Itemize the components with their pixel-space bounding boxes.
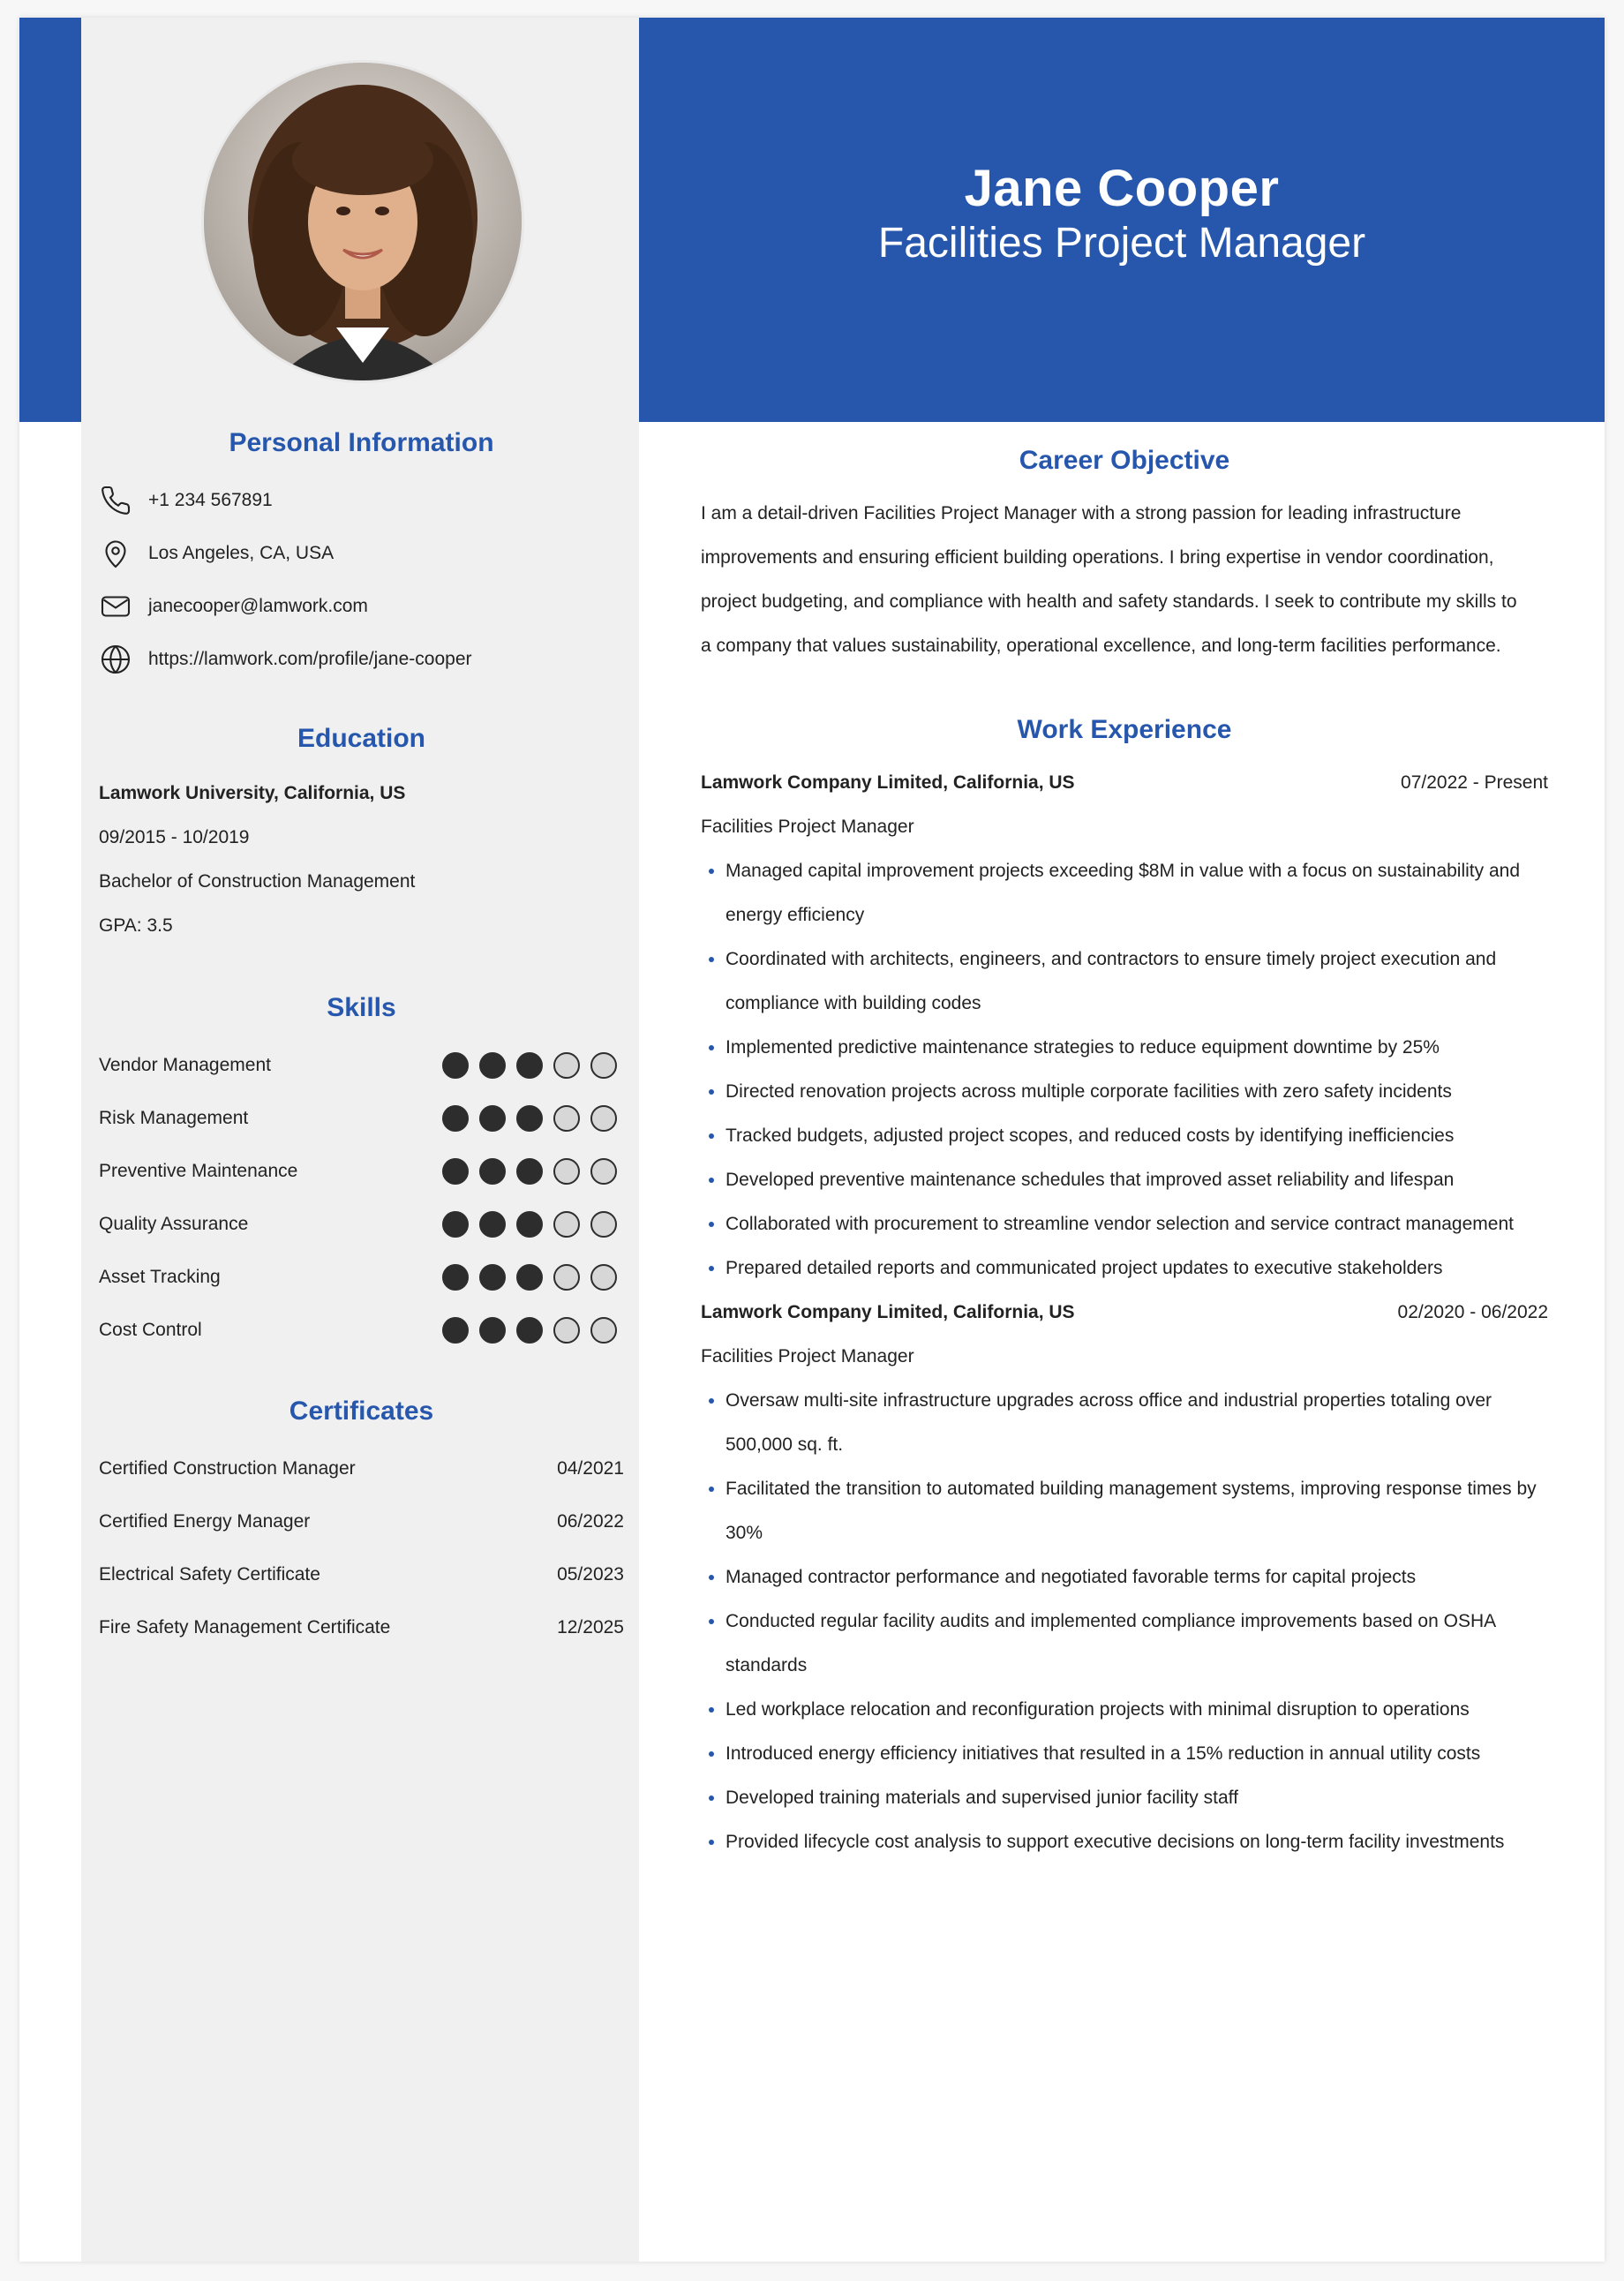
work-experience-section <box>701 715 1548 1864</box>
certificate-date: 06/2022 <box>557 1511 624 1532</box>
job-header <box>701 1291 1548 1335</box>
certificates-title: Certificates <box>289 1396 434 1426</box>
skill-rating <box>442 1317 617 1344</box>
job-bullet: • Introduced energy efficiency initiatives that resulted in a 15% reduction in annual utility costs <box>726 1732 1548 1776</box>
job-bullet-list <box>701 1379 1548 1864</box>
certificate-row <box>99 1548 624 1601</box>
certificate-date: 12/2025 <box>557 1617 624 1637</box>
certificate-row <box>99 1442 624 1495</box>
globe-icon <box>99 643 132 676</box>
career-objective-section <box>701 446 1548 668</box>
rating-dot-filled <box>516 1211 543 1238</box>
rating-dot-empty <box>553 1158 580 1185</box>
envelope-icon <box>99 590 132 623</box>
left-accent-band <box>19 18 81 422</box>
rating-dot-filled <box>442 1052 469 1079</box>
skill-name: Cost Control <box>99 1320 202 1340</box>
rating-dot-filled <box>516 1105 543 1132</box>
certificate-date: 04/2021 <box>557 1458 624 1479</box>
rating-dot-filled <box>516 1158 543 1185</box>
job-bullet-list <box>701 849 1548 1291</box>
rating-dot-empty <box>590 1317 617 1344</box>
skill-rating <box>442 1105 617 1132</box>
resume-page <box>19 18 1605 2262</box>
work-experience-title: Work Experience <box>1017 715 1232 744</box>
job-bullet: • Developed training materials and supervised junior facility staff <box>726 1776 1548 1820</box>
rating-dot-empty <box>590 1264 617 1291</box>
rating-dot-empty <box>590 1105 617 1132</box>
rating-dot-empty <box>553 1052 580 1079</box>
rating-dot-empty <box>553 1317 580 1344</box>
certificate-row <box>99 1601 624 1654</box>
job-bullet: • Provided lifecycle cost analysis to support executive decisions on long-term facility investments <box>726 1820 1548 1864</box>
education-dates: 09/2015 - 10/2019 <box>99 827 250 847</box>
location-pin-icon <box>99 537 132 570</box>
skill-row <box>99 1092 624 1145</box>
rating-dot-empty <box>590 1158 617 1185</box>
rating-dot-empty <box>590 1052 617 1079</box>
phone-text: +1 234 567891 <box>148 490 273 510</box>
avatar <box>201 60 524 383</box>
certificate-row <box>99 1495 624 1548</box>
certificate-name: Electrical Safety Certificate <box>99 1564 320 1585</box>
rating-dot-empty <box>553 1264 580 1291</box>
rating-dot-filled <box>442 1211 469 1238</box>
job-dates: 07/2022 - Present <box>1401 772 1548 793</box>
phone-icon <box>99 484 132 517</box>
skill-name: Preventive Maintenance <box>99 1161 298 1181</box>
objective-line: project budgeting, and compliance with health and safety standards. I seek to contribute my skills to <box>701 591 1517 612</box>
skill-rating <box>442 1211 617 1238</box>
rating-dot-empty <box>553 1211 580 1238</box>
contact-website <box>99 633 624 686</box>
certificate-name: Certified Energy Manager <box>99 1511 311 1532</box>
skill-name: Quality Assurance <box>99 1214 249 1234</box>
personal-info-title: Personal Information <box>229 428 494 457</box>
skills-title: Skills <box>327 993 396 1022</box>
skill-row <box>99 1145 624 1198</box>
email-link[interactable]: janecooper@lamwork.com <box>148 596 368 616</box>
skill-row <box>99 1251 624 1304</box>
job-header <box>701 761 1548 805</box>
job-company: Lamwork Company Limited, California, US <box>701 772 1075 793</box>
job-bullet: • Tracked budgets, adjusted project scopes, and reduced costs by identifying inefficiencies <box>726 1114 1548 1158</box>
certificate-name: Fire Safety Management Certificate <box>99 1617 391 1637</box>
rating-dot-empty <box>553 1105 580 1132</box>
resume-header <box>639 18 1605 422</box>
education-school: Lamwork University, California, US <box>99 783 406 803</box>
contact-email <box>99 580 624 633</box>
certificate-date: 05/2023 <box>557 1564 624 1585</box>
skill-row <box>99 1198 624 1251</box>
rating-dot-filled <box>479 1264 506 1291</box>
education-gpa: GPA: 3.5 <box>99 915 173 936</box>
education-title: Education <box>297 724 425 753</box>
certificates-list <box>99 1442 624 1654</box>
job-position: Facilities Project Manager <box>701 1346 914 1366</box>
skill-row <box>99 1039 624 1092</box>
location-text: Los Angeles, CA, USA <box>148 543 335 563</box>
skill-rating <box>442 1158 617 1185</box>
job-bullet: • Developed preventive maintenance schedules that improved asset reliability and lifespan <box>726 1158 1548 1202</box>
rating-dot-filled <box>442 1317 469 1344</box>
rating-dot-filled <box>442 1158 469 1185</box>
rating-dot-filled <box>442 1105 469 1132</box>
job-bullet: • Prepared detailed reports and communicated project updates to executive stakeholders <box>726 1246 1548 1291</box>
job-bullet: • Led workplace relocation and reconfiguration projects with minimal disruption to operations <box>726 1688 1548 1732</box>
job-bullet: • Directed renovation projects across multiple corporate facilities with zero safety incidents <box>726 1070 1548 1114</box>
career-objective-text <box>701 492 1548 668</box>
job-bullet: • Managed capital improvement projects exceeding $8M in value with a focus on sustainability and energy efficiency <box>726 849 1548 937</box>
rating-dot-filled <box>479 1211 506 1238</box>
skills-section <box>99 993 624 1357</box>
skill-rating <box>442 1264 617 1291</box>
skill-name: Vendor Management <box>99 1055 271 1075</box>
job-company: Lamwork Company Limited, California, US <box>701 1302 1075 1322</box>
job-bullet: • Managed contractor performance and negotiated favorable terms for capital projects <box>726 1555 1548 1600</box>
objective-line: a company that values sustainability, operational excellence, and long-term facilities performance. <box>701 636 1501 656</box>
skill-name: Risk Management <box>99 1108 249 1128</box>
skills-list <box>99 1039 624 1357</box>
objective-line: improvements and ensuring efficient building operations. I bring expertise in vendor coordination, <box>701 547 1494 568</box>
avatar-photo <box>204 63 522 380</box>
job-bullet: • Implemented predictive maintenance strategies to reduce equipment downtime by 25% <box>726 1026 1548 1070</box>
education-degree: Bachelor of Construction Management <box>99 871 416 892</box>
job-bullet: • Conducted regular facility audits and implemented compliance improvements based on OSHA standards <box>726 1600 1548 1688</box>
contact-phone <box>99 474 624 527</box>
education-section <box>99 724 624 948</box>
job-bullet: • Coordinated with architects, engineers, and contractors to ensure timely project execution and compliance with building codes <box>726 937 1548 1026</box>
rating-dot-filled <box>442 1264 469 1291</box>
candidate-role: Facilities Project Manager <box>877 220 1366 267</box>
rating-dot-filled <box>516 1317 543 1344</box>
job-bullet: • Collaborated with procurement to streamline vendor selection and service contract management <box>726 1202 1548 1246</box>
candidate-name: Jane Cooper <box>964 160 1280 217</box>
skill-rating <box>442 1052 617 1079</box>
jobs-list <box>701 761 1548 1864</box>
career-objective-title: Career Objective <box>1019 446 1230 475</box>
personal-info-section <box>99 428 624 686</box>
rating-dot-filled <box>516 1052 543 1079</box>
job-dates: 02/2020 - 06/2022 <box>1397 1302 1548 1322</box>
rating-dot-filled <box>479 1317 506 1344</box>
rating-dot-filled <box>479 1158 506 1185</box>
rating-dot-filled <box>516 1264 543 1291</box>
skill-name: Asset Tracking <box>99 1267 221 1287</box>
job-bullet: • Facilitated the transition to automated building management systems, improving response times by 30% <box>726 1467 1548 1555</box>
certificate-name: Certified Construction Manager <box>99 1458 356 1479</box>
contact-location <box>99 527 624 580</box>
certificates-section <box>99 1396 624 1654</box>
job-bullet: • Oversaw multi-site infrastructure upgrades across office and industrial properties totaling over 500,000 sq. ft. <box>726 1379 1548 1467</box>
rating-dot-filled <box>479 1105 506 1132</box>
skill-row <box>99 1304 624 1357</box>
job-position: Facilities Project Manager <box>701 817 914 837</box>
website-link[interactable]: https://lamwork.com/profile/jane-cooper <box>148 649 472 669</box>
rating-dot-filled <box>479 1052 506 1079</box>
objective-line: I am a detail-driven Facilities Project Manager with a strong passion for leading infrastructure <box>701 503 1462 523</box>
rating-dot-empty <box>590 1211 617 1238</box>
